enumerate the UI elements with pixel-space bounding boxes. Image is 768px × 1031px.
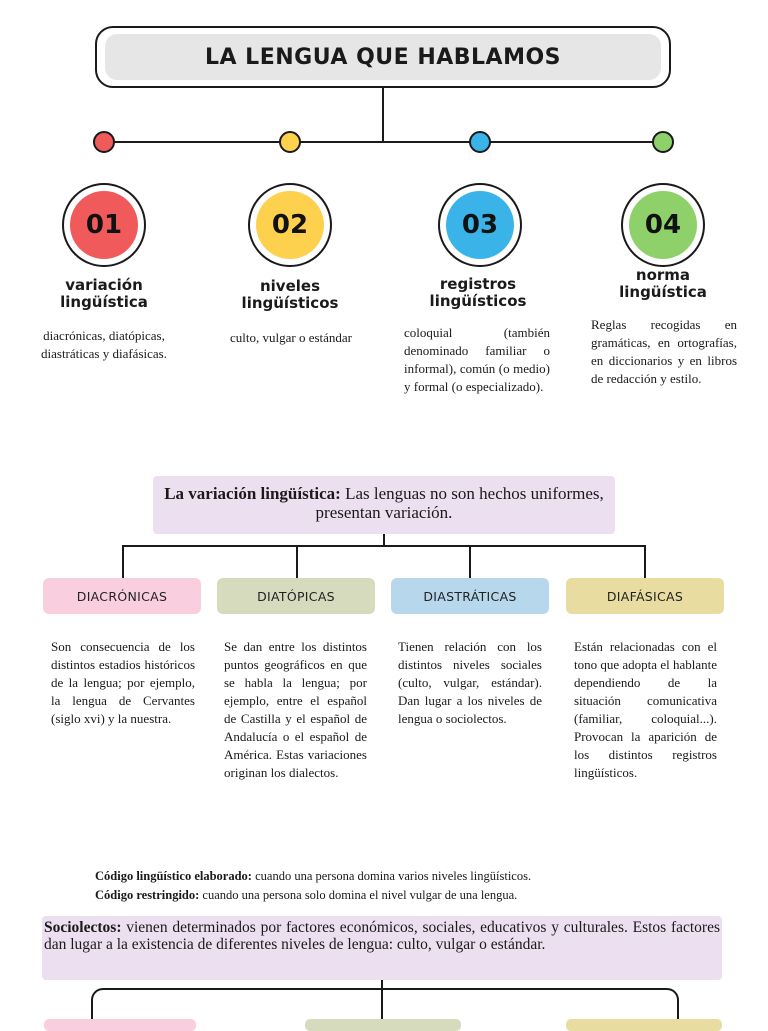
connector-vertical <box>382 88 384 142</box>
category-number: 01 <box>70 191 138 259</box>
variation-type-diastraticas: DIASTRÁTICAS <box>391 578 549 614</box>
variation-type-diafasicas: DIAFÁSICAS <box>566 578 724 614</box>
category-circle-04 <box>621 183 705 267</box>
category-circle-02 <box>248 183 332 267</box>
dot-03 <box>469 131 491 153</box>
category-title-04: norma lingüística <box>619 266 707 301</box>
variation-connector-horizontal <box>122 545 646 547</box>
category-title-01: variación lingüística <box>60 276 148 311</box>
code-restringido <box>95 886 695 905</box>
code-text: cuando una persona solo domina el nivel vulgar de una lengua. <box>202 888 518 902</box>
variation-branch-2 <box>296 545 298 578</box>
variation-branch-4 <box>644 545 646 578</box>
variation-description-diafasicas: Están relacionadas con el tono que adopta el hablante dependiendo de la situación comunicativa (familiar, coloquial...). Provocan la aparición de los distintos registros lingüísticos. <box>574 639 717 780</box>
sociolect-pill-right <box>566 1019 722 1031</box>
variation-box <box>153 476 615 534</box>
sociolects-term: Sociolectos: <box>44 919 122 936</box>
variation-text: Las lenguas no son hechos uniformes, presentan variación. <box>315 484 604 522</box>
dot-01 <box>93 131 115 153</box>
title-box <box>95 26 671 88</box>
category-description-04: Reglas recogidas en gramáticas, en ortografías, en diccionarios y en libros de redacción y estilo. <box>591 317 737 386</box>
variation-heading: La variación lingüística: <box>164 484 341 503</box>
variation-description-diacronicas: Son consecuencia de los distintos estadios históricos de la lengua; por ejemplo, la lengua de Cervantes (siglo xvi) y la nuestra. <box>51 639 195 726</box>
code-term: Código lingüístico elaborado: <box>95 869 252 883</box>
code-elaborado <box>95 867 695 886</box>
variation-description-diatopicas: Se dan entre los distintos puntos geográficos en que se habla la lengua; por ejemplo, entre el español de Castilla y el español de Andalucía o el español de América. Estas variaciones originan los dialectos. <box>224 639 367 780</box>
page-title: LA LENGUA QUE HABLAMOS <box>105 34 661 80</box>
variation-description-diastraticas: Tienen relación con los distintos niveles sociales (culto, vulgar, estándar). Dan lugar a los niveles de lengua o sociolectos. <box>398 639 542 726</box>
category-description-01: diacrónicas, diatópicas, diastráticas y diafásicas. <box>41 328 167 361</box>
variation-branch-1 <box>122 545 124 578</box>
dot-04 <box>652 131 674 153</box>
category-circle-01 <box>62 183 146 267</box>
variation-type-diacronicas: DIACRÓNICAS <box>43 578 201 614</box>
category-number: 02 <box>256 191 324 259</box>
sociolect-pill-center <box>305 1019 461 1031</box>
category-number: 04 <box>629 191 697 259</box>
sociolect-pill-left <box>44 1019 196 1031</box>
dot-02 <box>279 131 301 153</box>
connector-horizontal <box>104 141 664 143</box>
code-term: Código restringido: <box>95 888 200 902</box>
variation-type-diatopicas: DIATÓPICAS <box>217 578 375 614</box>
code-text: cuando una persona domina varios niveles lingüísticos. <box>255 869 532 883</box>
sociolects-box <box>42 916 722 980</box>
category-description-03: coloquial (también denominado familiar o informal), común (o medio) y formal (o especializado). <box>404 325 550 394</box>
category-description-02: culto, vulgar o estándar <box>229 330 352 345</box>
category-number: 03 <box>446 191 514 259</box>
category-title-03: registros lingüísticos <box>429 275 527 310</box>
sociolects-text: vienen determinados por factores económicos, sociales, educativos y culturales. Estos factores dan lugar a la existencia de diferentes niveles de lengua: culto, vulgar o estándar. <box>44 919 720 953</box>
category-title-02: niveles lingüísticos <box>241 277 339 312</box>
variation-branch-3 <box>469 545 471 578</box>
category-circle-03 <box>438 183 522 267</box>
codes-block <box>95 867 695 905</box>
